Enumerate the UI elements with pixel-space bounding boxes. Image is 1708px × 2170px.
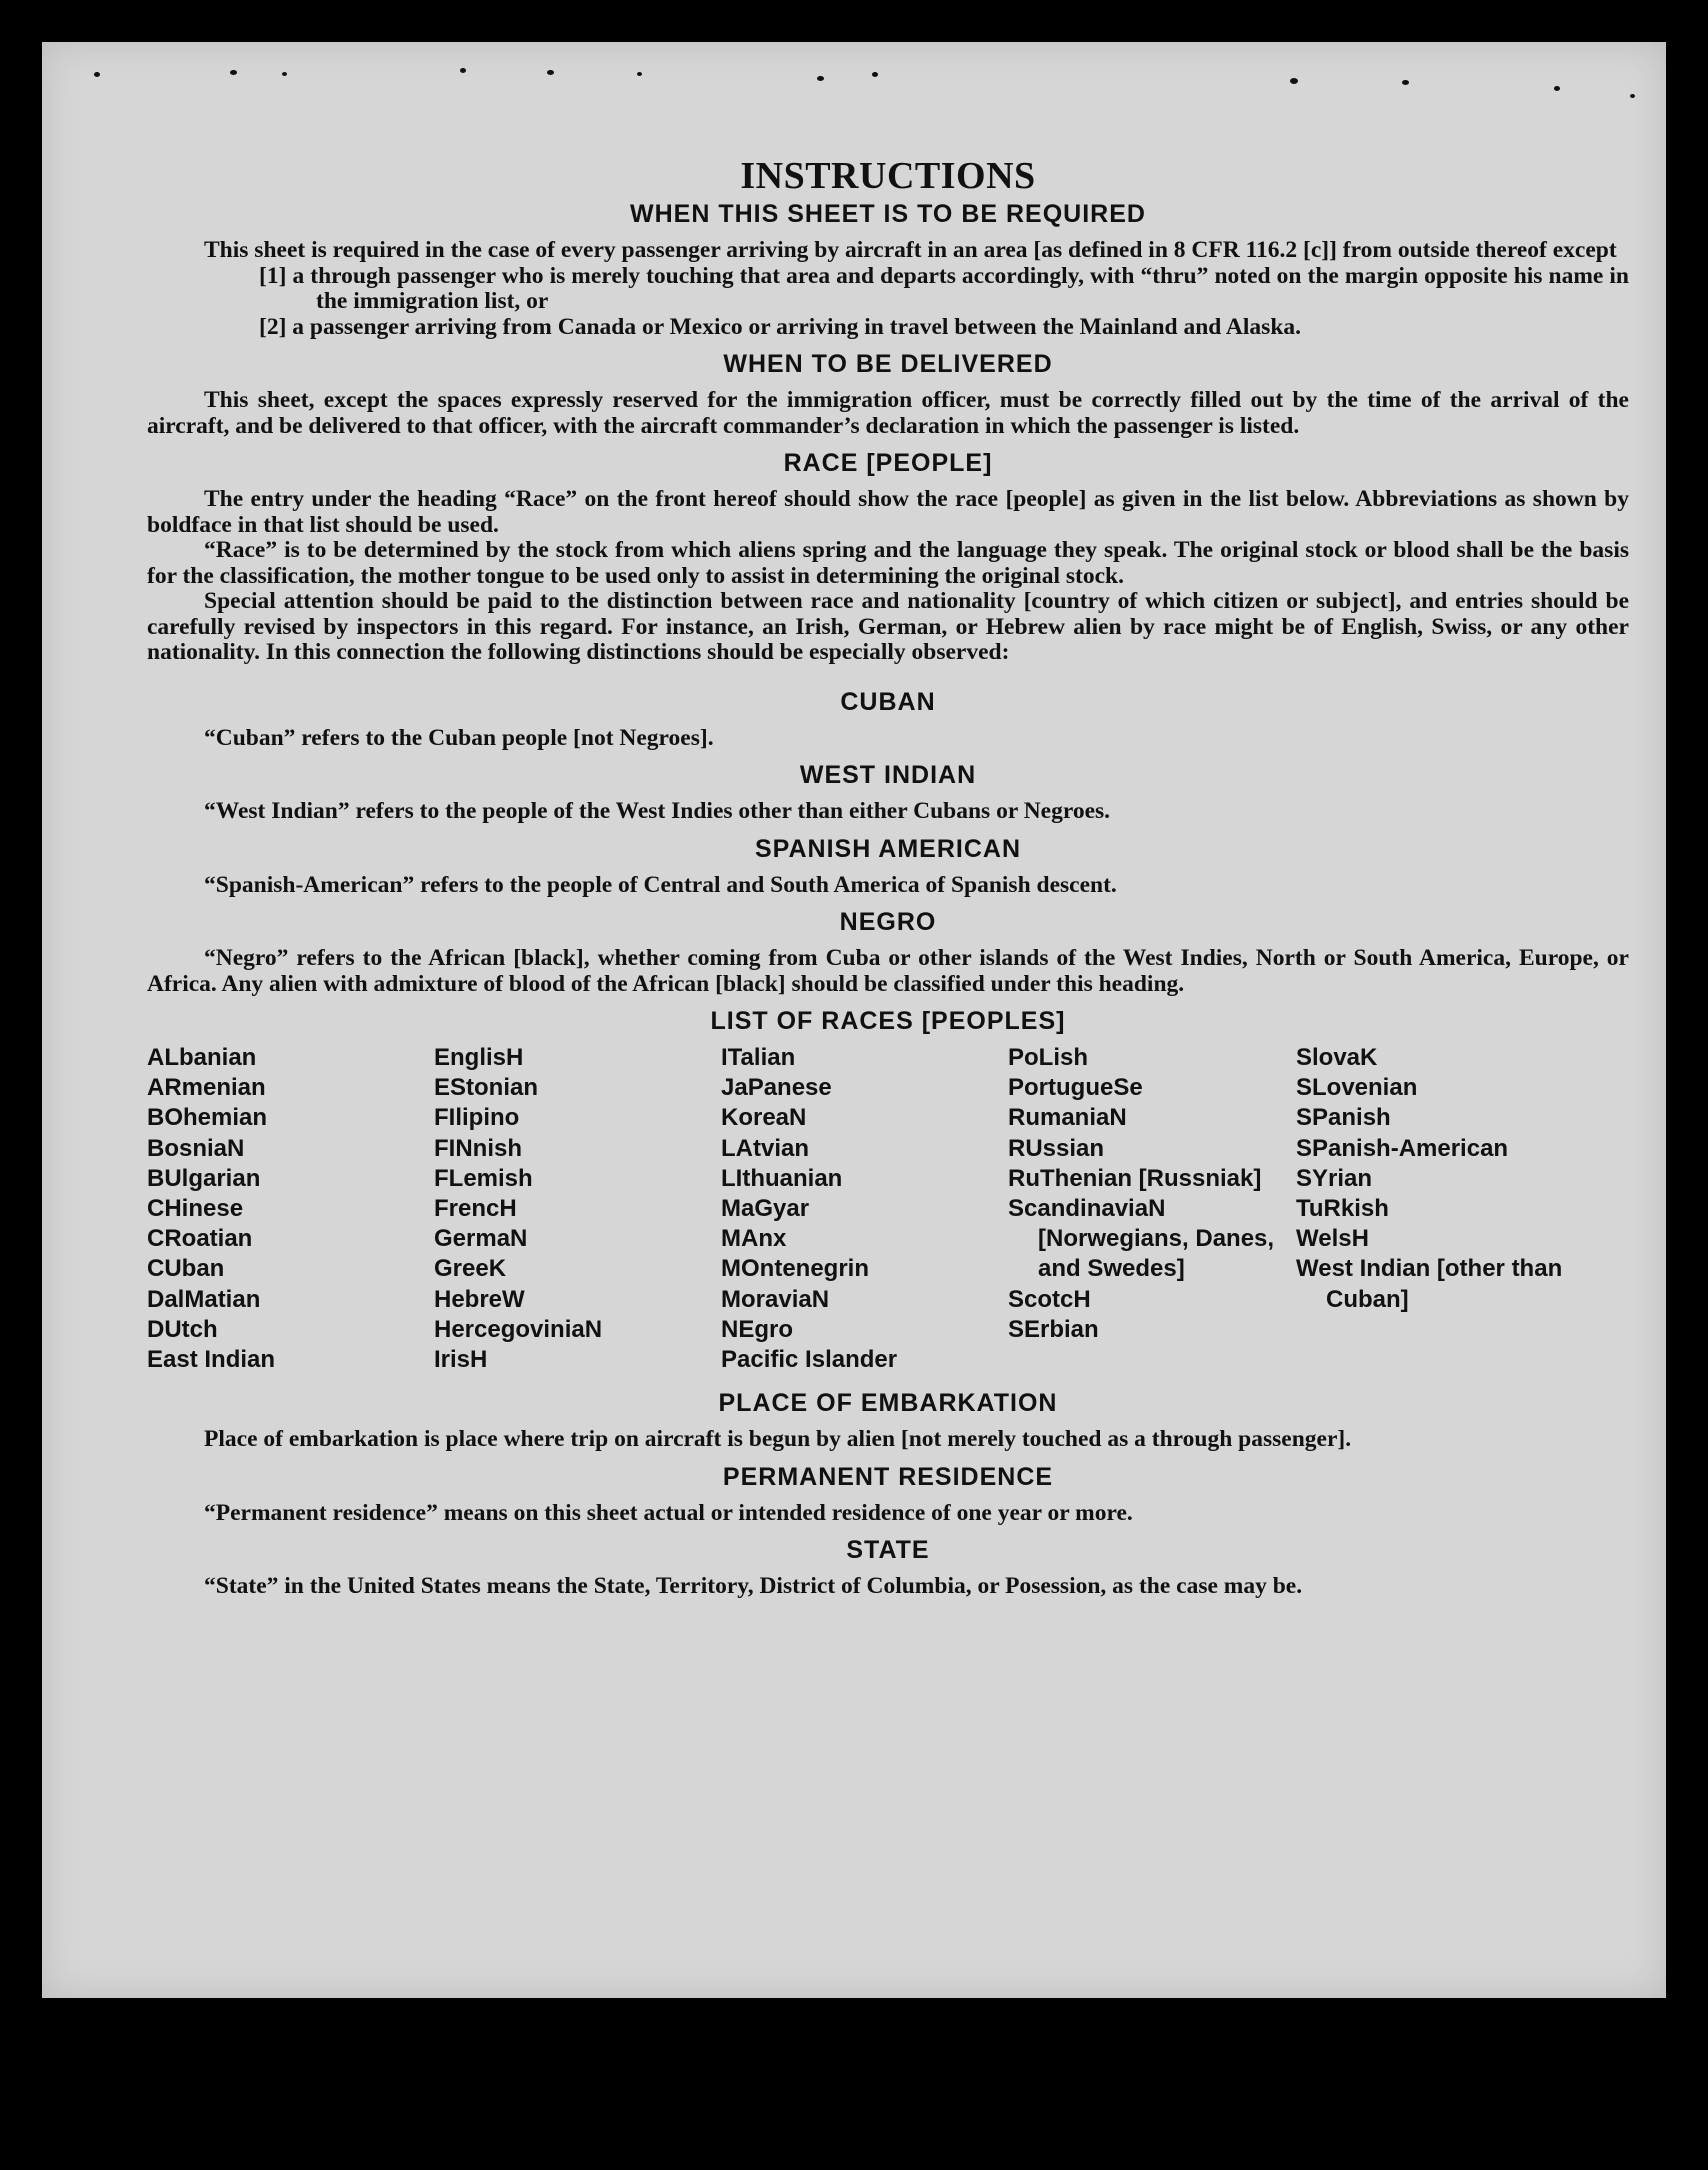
scan-speck — [547, 70, 554, 75]
spanish-american-text: “Spanish-American” refers to the people of Central and South America of Spanish descent. — [204, 871, 1117, 898]
heading-embarkation: PLACE OF EMBARKATION — [718, 1389, 1058, 1418]
scan-speck — [1402, 80, 1409, 85]
race-entry: SPanish-American — [1296, 1134, 1509, 1162]
race-entry: DUtch — [147, 1315, 218, 1343]
heading-cuban: CUBAN — [840, 687, 936, 716]
permanent-residence-text: “Permanent residence” means on this sheet actual or intended residence of one year or more. — [204, 1499, 1133, 1526]
race-entry: GreeK — [434, 1255, 507, 1283]
races-column-3 — [721, 1043, 1008, 1375]
race-entry: JaPanese — [721, 1074, 832, 1102]
race-entry: CUban — [147, 1255, 225, 1283]
required-intro: This sheet is required in the case of every passenger arriving by aircraft in an area [as defined in 8 CFR 116.2 [c]] from outside thereof except — [204, 237, 1617, 263]
race-entry: ARmenian — [147, 1074, 266, 1102]
race-entry: WelsH — [1296, 1225, 1369, 1253]
race-entry: NEgro — [721, 1315, 793, 1343]
race-entry: GermaN — [434, 1225, 528, 1253]
race-entry: SLovenian — [1296, 1074, 1418, 1102]
heading-delivered: WHEN TO BE DELIVERED — [723, 350, 1053, 378]
race-entry: MAnx — [721, 1225, 787, 1253]
race-entry: ScotcH — [1008, 1285, 1091, 1313]
race-paragraph-2: “Race” is to be determined by the stock from which aliens spring and the language they speak. The original stock or blood shall be the basis for the classification, the mother tongue to be used only to assist in determining the original stock. — [147, 537, 1629, 589]
west-indian-text: “West Indian” refers to the people of the West Indies other than either Cubans or Negroes. — [204, 798, 1111, 824]
scan-speck — [872, 72, 878, 77]
race-entry: PortugueSe — [1008, 1074, 1143, 1102]
scan-speck — [637, 72, 642, 76]
heading-permanent-residence: PERMANENT RESIDENCE — [722, 1462, 1054, 1491]
scan-speck — [1554, 86, 1560, 91]
heading-spanish-american: SPANISH AMERICAN — [754, 834, 1021, 863]
scan-speck — [817, 76, 824, 81]
race-entry: DalMatian — [147, 1285, 261, 1313]
race-entry: RuThenian [Russniak] — [1008, 1164, 1262, 1192]
race-entry: FINnish — [434, 1134, 522, 1162]
races-column-5 — [1296, 1043, 1629, 1375]
race-entry: MoraviaN — [721, 1285, 830, 1313]
race-entry: IrisH — [434, 1346, 488, 1374]
race-entry: LAtvian — [721, 1134, 810, 1162]
heading-negro: NEGRO — [839, 908, 937, 936]
race-entry: SErbian — [1008, 1315, 1099, 1343]
heading-race: RACE [PEOPLE] — [783, 449, 993, 477]
embarkation-text: Place of embarkation is place where trip on aircraft is begun by alien [not merely touched as a through passenger]. — [204, 1426, 1352, 1453]
scan-speck — [460, 68, 466, 73]
race-entry: EStonian — [434, 1074, 539, 1102]
race-entry: RUssian — [1008, 1134, 1105, 1162]
race-paragraph-3: Special attention should be paid to the distinction between race and nationality [country of which citizen or subject], and entries should be carefully revised by inspectors in this regard. For instance, an Irish, German, or Hebrew alien by race might be of English, Swiss, or any other nationality. In this connection the following distinctions should be especially observed: — [147, 588, 1629, 665]
race-entry: SlovaK — [1296, 1044, 1378, 1071]
race-entry: ITalian — [721, 1044, 796, 1071]
required-item-1: [1] a through passenger who is merely touching that area and departs accordingly, with “thru” noted on the margin opposite his name in the immigration list, or — [259, 262, 1629, 314]
heading-list-of-races: LIST OF RACES [PEOPLES] — [710, 1007, 1066, 1035]
state-text: “State” in the United States means the State, Territory, District of Columbia, or Posession, as the case may be. — [204, 1573, 1303, 1600]
race-entry: PoLish — [1008, 1044, 1089, 1071]
scan-speck — [282, 72, 287, 76]
race-entry: HercegoviniaN — [434, 1315, 603, 1343]
races-column-4 — [1008, 1043, 1296, 1375]
instructions-body — [147, 154, 1629, 1600]
scan-speck — [1290, 78, 1298, 84]
scan-speck — [94, 72, 100, 77]
race-entry: BUlgarian — [147, 1164, 261, 1192]
race-entry: BosniaN — [147, 1134, 245, 1162]
races-list — [147, 1043, 1629, 1375]
delivered-text: This sheet, except the spaces expressly reserved for the immigration officer, must be correctly filled out by the time of the arrival of the aircraft, and be delivered to that officer, with the aircraft commander’s declaration in which the passenger is listed. — [147, 387, 1629, 439]
negro-text: “Negro” refers to the African [black], whether coming from Cuba or other islands of the West Indies, North or South America, Europe, or Africa. Any alien with admixture of blood of the African [black] should be classified under this heading. — [147, 945, 1629, 997]
race-entry: BOhemian — [147, 1104, 268, 1132]
race-entry: CRoatian — [147, 1225, 253, 1253]
race-entry: LIthuanian — [721, 1164, 843, 1192]
race-entry: SYrian — [1296, 1164, 1373, 1192]
heading-required: WHEN THIS SHEET IS TO BE REQUIRED — [630, 200, 1146, 228]
race-entry: ALbanian — [147, 1044, 257, 1071]
race-entry: West Indian [other than Cuban] — [1296, 1255, 1569, 1313]
race-entry: MaGyar — [721, 1195, 810, 1223]
race-entry: SPanish — [1296, 1104, 1391, 1132]
race-entry: EnglisH — [434, 1044, 524, 1071]
race-entry: FrencH — [434, 1195, 517, 1223]
races-column-1 — [147, 1043, 434, 1375]
document-page — [42, 42, 1666, 1998]
race-entry: ScandinaviaN [Norwegians, Danes, and Swedes] — [1008, 1195, 1281, 1283]
race-entry: TuRkish — [1296, 1195, 1389, 1223]
race-entry: RumaniaN — [1008, 1104, 1127, 1132]
race-entry: Pacific Islander — [721, 1346, 898, 1374]
heading-state: STATE — [846, 1536, 930, 1565]
required-item-2: [2] a passenger arriving from Canada or Mexico or arriving in travel between the Mainland and Alaska. — [259, 313, 1302, 340]
race-entry: FIlipino — [434, 1104, 520, 1132]
page-title: INSTRUCTIONS — [740, 155, 1036, 197]
race-entry: CHinese — [147, 1195, 244, 1223]
race-paragraph-1: The entry under the heading “Race” on the front hereof should show the race [people] as given in the list below. Abbreviations as shown by boldface in that list should be used. — [147, 486, 1629, 538]
race-entry: HebreW — [434, 1285, 525, 1313]
race-entry: MOntenegrin — [721, 1255, 869, 1283]
race-entry: KoreaN — [721, 1104, 807, 1132]
scan-speck — [1630, 94, 1635, 98]
cuban-text: “Cuban” refers to the Cuban people [not Negroes]. — [204, 724, 714, 751]
races-column-2 — [434, 1043, 721, 1375]
race-entry: East Indian — [147, 1346, 276, 1374]
heading-west-indian: WEST INDIAN — [799, 761, 977, 789]
scan-speck — [230, 70, 237, 75]
race-entry: FLemish — [434, 1164, 533, 1192]
